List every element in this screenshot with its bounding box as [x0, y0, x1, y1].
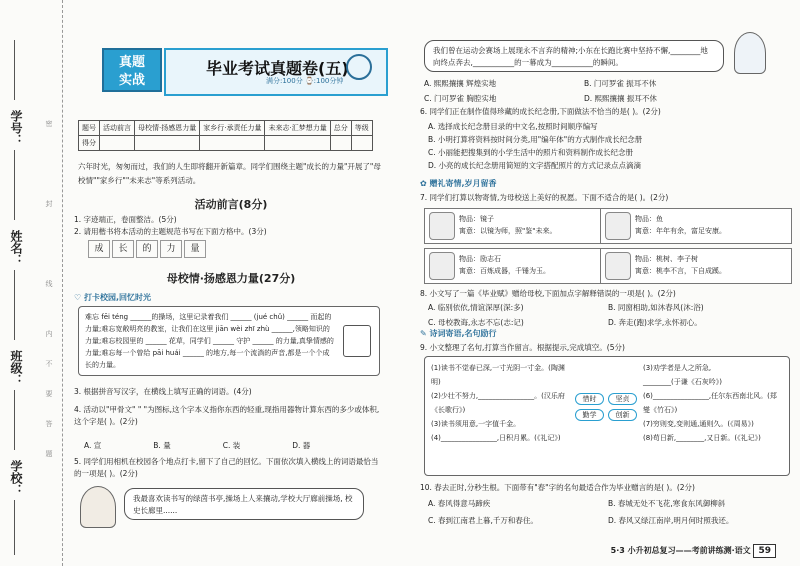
- option-a[interactable]: A. 宣: [84, 441, 102, 450]
- tag-label: 打卡校园,回忆时光: [83, 293, 152, 302]
- grid-cell: 长: [112, 240, 134, 258]
- card-line: 寓意：百炼成器，千锤为玉。: [459, 267, 550, 275]
- name-label: 姓名：: [9, 230, 23, 266]
- table-cell: 家乡行·承责任力量: [200, 121, 265, 136]
- topic-tag: ♡ 打卡校园,回忆时光: [74, 293, 152, 302]
- quote-item: (3)读书须用意,一字值千金。: [431, 420, 521, 428]
- card-line: 寓意：桃李不言，下自成蹊。: [635, 267, 726, 275]
- page-number: 59: [753, 544, 776, 558]
- category-labels: [575, 393, 637, 421]
- section-heading: 母校情·扬感恩力量(27分): [166, 272, 296, 285]
- title-box: [164, 48, 388, 96]
- quote-item: (3)劝学者是人之所急,: [643, 364, 712, 372]
- name-field[interactable]: [14, 270, 16, 340]
- table-row: [79, 121, 373, 136]
- option-c[interactable]: C. 门可罗雀 胸腔实地: [424, 94, 497, 103]
- option-b[interactable]: B. 门可罗雀 振耳不休: [584, 79, 657, 88]
- question-7: 7. 同学们打算以物寄情,为母校送上美好的祝愿。下面不适合的是( )。(2分): [420, 193, 669, 202]
- clock-icon: [346, 54, 372, 80]
- score-table: [78, 120, 373, 151]
- footer-text: 5·3 小升初总复习——考前讲练测·语文: [610, 546, 751, 555]
- card-line: 物品：励志石: [459, 255, 501, 263]
- table-cell: 母校情·扬感恩力量: [135, 121, 200, 136]
- option-card-c[interactable]: [424, 248, 616, 284]
- table-cell: 总分: [330, 121, 351, 136]
- card-line: 物品：鱼: [635, 215, 663, 223]
- tag-label: 赠礼寄情,岁月留香: [429, 179, 497, 188]
- school-field[interactable]: [14, 500, 16, 555]
- grid-cell: 力: [160, 240, 182, 258]
- right-page: [400, 0, 796, 566]
- option-b[interactable]: B. 量: [153, 441, 171, 450]
- category-label: 勤学: [575, 409, 604, 421]
- passage-text: 难忘 fēi téng ______的操场，这里记录着我们 ______ (jué chǔ) ______ 而起的力量;难忘宽敞明亮的教室，让我们在这里 jiān wèi zhī zhù ______,领略知识的力量;难忘校园里的 ______ 花草，同学们 ______ 守护 ______ 的力量,真挚情感的力量;难忘每一个曾给 pāi huái ______ 的地方,每一个流淌的声音,都是一个个成长的力量。: [85, 313, 334, 369]
- quote-list-right: [643, 361, 783, 445]
- table-cell: 题号: [79, 121, 100, 136]
- option-c[interactable]: C. 小丽能把搜集到的小学生活中的照片和资料制作成长纪念册: [428, 148, 634, 157]
- tag-label: 诗词寄语,名句励行: [429, 329, 497, 338]
- seal-text: 线: [45, 280, 53, 289]
- option-c[interactable]: C. 装: [222, 441, 241, 450]
- score-cell[interactable]: [100, 136, 135, 151]
- quote-item: ________(于谦《石灰吟》): [643, 378, 722, 386]
- table-cell: 未来志·汇梦想力量: [265, 121, 330, 136]
- grid-cell: 的: [136, 240, 158, 258]
- q8-options: [428, 302, 788, 328]
- option-c[interactable]: C. 春到江南君上暮,千万和春住。: [428, 516, 538, 525]
- writing-grid[interactable]: [88, 240, 206, 258]
- card-text: [459, 213, 556, 237]
- question-9: 9. 小文整理了名句,打算当作留言。根据提示,完成填空。(5分): [420, 343, 625, 352]
- question-5: 5. 同学们用相机在校园各个地点打卡,留下了自己的回忆。下面依次填入横线上的词语最恰当的一项是( )。(2分): [74, 457, 379, 478]
- question-2: 2. 请用楷书将本活动的主题规范书写在下面方格中。(3分): [74, 227, 267, 236]
- intro-paragraph: 六年时光，匆匆而过，我们的人生即将翻开新篇章。同学们围绕主题"成长的力量"开展了"母校情""家乡行""未来志"等系列活动。: [78, 162, 381, 185]
- divider: [14, 40, 16, 100]
- card-line: 物品：桃树、李子树: [635, 255, 698, 263]
- category-label: 坚贞: [608, 393, 637, 405]
- oracle-glyph-icon: [343, 325, 371, 357]
- quotes-panel: [424, 356, 790, 476]
- card-line: 寓意：年年有余，富足安康。: [635, 227, 726, 235]
- option-d[interactable]: D. 熙熙攘攘 振耳不休: [584, 94, 657, 103]
- card-text: [459, 253, 550, 277]
- option-d[interactable]: D. 小亮的成长纪念册用简短的文字搭配照片的方式记录点点滴滴: [428, 161, 642, 170]
- card-text: [635, 213, 726, 237]
- school-label: 学校：: [9, 460, 23, 496]
- student-id-label: 学号：: [9, 110, 23, 146]
- seal-text: 不: [45, 360, 53, 369]
- option-a[interactable]: A. 临别依依,情谊深厚(深:多): [428, 303, 524, 312]
- category-label: 创新: [608, 409, 637, 421]
- class-label: 班级：: [9, 350, 23, 386]
- option-a[interactable]: A. 选择成长纪念册目录的中文名,按照时间顺序编写: [428, 122, 598, 131]
- question-3: 3. 根据拼音写汉字，在横线上填写正确的词语。(4分): [74, 387, 252, 396]
- student-id-field[interactable]: [14, 150, 16, 220]
- stone-icon: [429, 252, 455, 280]
- quote-item: (8)苟日新,________,又日新。(《礼记》): [643, 434, 761, 442]
- quote-item: (1)读书不觉春已深,一寸光阴一寸金。(陶渊明): [431, 364, 565, 386]
- option-c[interactable]: C. 母校教诲,永志不忘(志:记): [428, 318, 524, 327]
- option-b[interactable]: B. 春城无处不飞花,寒食东风御柳斜: [608, 499, 726, 508]
- option-d[interactable]: D. 器: [292, 441, 311, 450]
- option-d[interactable]: D. 春风又绿江南岸,明月何时照我还。: [608, 516, 734, 525]
- seal-text: 答: [45, 420, 53, 429]
- quote-list-left: [431, 361, 571, 445]
- card-line: 寓意：以镜为师，照"鉴"未来。: [459, 227, 557, 235]
- question-8: 8. 小文写了一篇《毕业赋》赠给母校,下面加点字解释错误的一项是( )。(2分): [420, 289, 676, 298]
- page-title: 毕业考试真题卷(五): [206, 59, 349, 78]
- option-a[interactable]: A. 春风得意马蹄疾: [428, 499, 491, 508]
- card-text: [635, 253, 726, 277]
- question-4: 4. 活动以"甲骨文" " "为图标,这个字本义指你东西的轻重,现指用器物计算东西的多少或体积,这个字是( )。(2分): [74, 405, 380, 426]
- option-card-b[interactable]: [600, 208, 792, 244]
- table-cell: 活动前言: [100, 121, 135, 136]
- mirror-icon: [429, 212, 455, 240]
- score-cell[interactable]: [265, 136, 330, 151]
- binding-strip: [0, 0, 63, 566]
- seal-text: 内: [45, 330, 53, 339]
- tree-icon: [605, 252, 631, 280]
- grid-cell: 成: [88, 240, 110, 258]
- table-row: [79, 136, 373, 151]
- badge-line: 实战: [118, 73, 145, 88]
- speech-bubble: 我们曾在运动会赛场上展现永不言弃的精神;小东在长跑比赛中坚持不懈,________地向终点奔去,___________的一幕成为___________的瞬间。: [424, 40, 724, 72]
- score-cell[interactable]: [135, 136, 200, 151]
- section-heading: 活动前言(8分): [194, 198, 268, 211]
- card-line: 物品：镜子: [459, 215, 494, 223]
- badge-line: 真题: [118, 55, 145, 70]
- option-b[interactable]: B. 同窗相助,如沐春风(沐:浴): [608, 303, 704, 312]
- question-1: 1. 字迹端正，卷面整洁。(5分): [74, 215, 177, 224]
- q5-options: [424, 78, 744, 104]
- passage-panel: [78, 306, 380, 376]
- option-a[interactable]: A. 熙熙攘攘 辉煌实地: [424, 79, 497, 88]
- fish-icon: [605, 212, 631, 240]
- q4-options: [84, 440, 310, 451]
- speech-bubble: 我最喜欢读书写的绿茵书亭,操场上人来攘动,学校大厅廊前操场, 校史长廊里......: [124, 488, 364, 520]
- option-d[interactable]: D. 奔走(跑)求学,永怀初心。: [608, 318, 702, 327]
- grid-cell: 量: [184, 240, 206, 258]
- option-card-a[interactable]: [424, 208, 616, 244]
- option-card-d[interactable]: [600, 248, 792, 284]
- class-field[interactable]: [14, 390, 16, 450]
- student-avatar-icon: [80, 486, 116, 528]
- quote-item: (4)________________,日积月累。(《礼记》): [431, 434, 561, 442]
- table-cell: 得分: [79, 136, 100, 151]
- quote-item: (7)穷则变,变则通,通则久。(《周易》): [643, 420, 754, 428]
- option-b[interactable]: B. 小明打算将资料按时间分类,用"编年体"的方式制作成长纪念册: [428, 135, 643, 144]
- score-cell[interactable]: [330, 136, 351, 151]
- seal-text: 要: [45, 390, 53, 399]
- question-10: 10. 春去正时,分秒生根。下面带有"春"字的名句最适合作为毕业赠言的是( )。(2分): [420, 483, 695, 492]
- seal-text: 密: [45, 120, 53, 129]
- question-6: 6. 同学们正在制作值得珍藏的成长纪念册,下面做法不恰当的是( )。(2分): [420, 107, 661, 116]
- table-cell: 等级: [351, 121, 372, 136]
- q6-options: [428, 120, 642, 172]
- left-page: [64, 0, 390, 566]
- q10-options: [428, 498, 788, 526]
- real-exam-badge: [102, 48, 162, 92]
- student-avatar-icon: [734, 32, 766, 74]
- category-label: 惜时: [575, 393, 604, 405]
- topic-tag: ✎ 诗词寄语,名句励行: [420, 329, 497, 338]
- quote-item: (2)少壮不努力,________________。(汉乐府《长歌行》): [431, 392, 565, 414]
- quote-item: (6)________________,任尔东西南北风。(郑燮《竹石》): [643, 392, 777, 414]
- score-cell[interactable]: [200, 136, 265, 151]
- seal-text: 题: [45, 450, 53, 459]
- topic-tag: ✿ 赠礼寄情,岁月留香: [420, 179, 497, 188]
- score-cell[interactable]: [351, 136, 372, 151]
- seal-text: 封: [45, 200, 53, 209]
- time-info: 满分:100分 ⌚:100分钟: [266, 77, 344, 85]
- page-footer: [611, 545, 776, 556]
